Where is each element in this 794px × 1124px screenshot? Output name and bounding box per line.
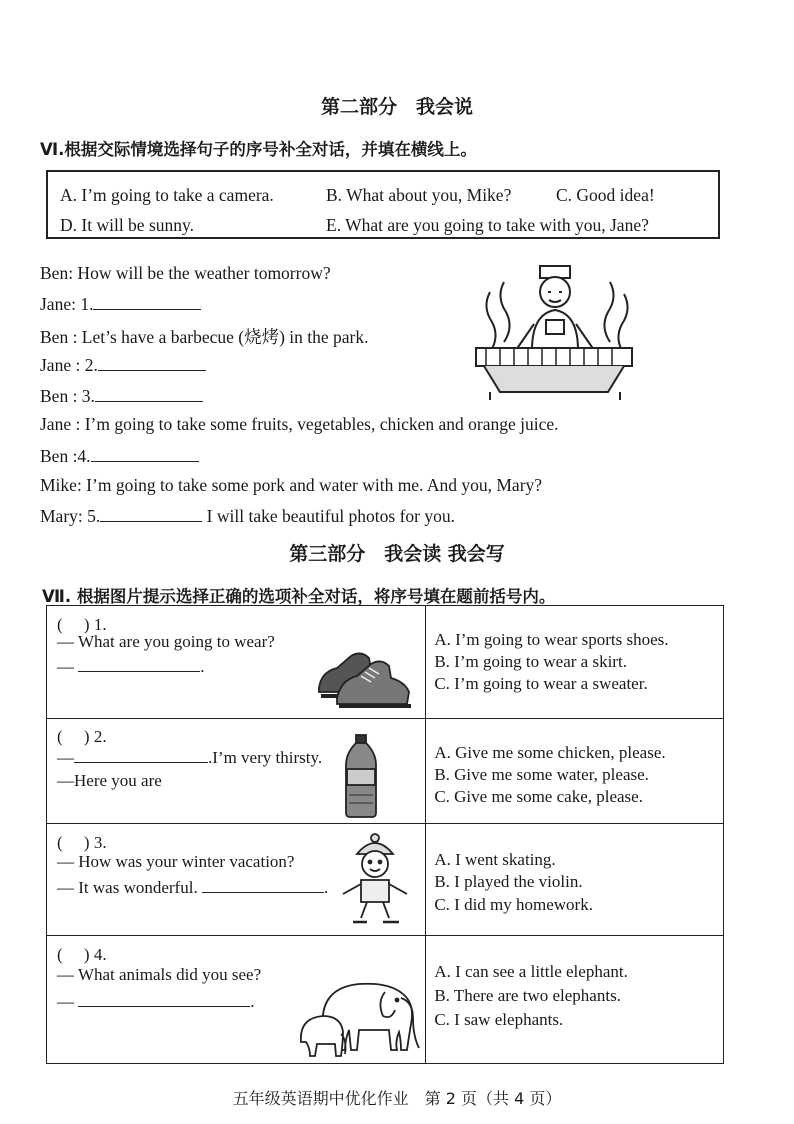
question-cell-4 <box>47 936 426 1064</box>
answer-blank-q1[interactable] <box>78 656 200 672</box>
choice-1b: B. I’m going to wear a skirt. <box>434 652 627 671</box>
choice-1c: C. I’m going to wear a sweater. <box>434 674 648 693</box>
option-a: A. I’m going to take a camera. <box>60 185 274 205</box>
period: . <box>323 878 329 897</box>
dash: — <box>57 748 74 767</box>
choice-2b: B. Give me some water, please. <box>434 765 649 784</box>
dialogue-line-2-text: Jane: 1. <box>40 294 94 314</box>
choices-cell-4 <box>426 936 724 1064</box>
question-number-2[interactable]: ( ) 2. <box>57 727 107 746</box>
answer-blank-3[interactable] <box>95 386 203 402</box>
question-2-text: .I’m very thirsty. <box>208 748 323 767</box>
question-row-4 <box>47 936 724 1064</box>
sneakers-icon <box>315 636 415 711</box>
question-4-line-2 <box>57 991 255 1012</box>
choice-2a: A. Give me some chicken, please. <box>434 743 666 762</box>
answer-blank-1[interactable] <box>93 294 201 310</box>
dash: — <box>57 992 74 1011</box>
dialogue-line-7 <box>40 446 199 467</box>
answer-blank-q2[interactable] <box>74 747 208 763</box>
dialogue-line-2 <box>40 294 201 315</box>
question-4-line-1: — What animals did you see? <box>57 965 262 984</box>
part3-heading: 第三部分 我会读 我会写 <box>289 543 505 565</box>
choices-cell-2 <box>426 719 724 824</box>
question-cell-1 <box>47 606 426 719</box>
period: . <box>200 657 205 676</box>
period: . <box>250 992 255 1011</box>
water-bottle-icon <box>343 733 379 819</box>
option-d: D. It will be sunny. <box>60 215 194 235</box>
choice-4c: C. I saw elephants. <box>434 1010 564 1029</box>
dialogue-line-4-text: Jane : 2. <box>40 355 98 375</box>
question-1-line-2 <box>57 656 205 677</box>
choice-1a: A. I’m going to wear sports shoes. <box>434 630 669 649</box>
question-3-text: — It was wonderful. <box>57 878 198 897</box>
barbecue-man-icon <box>470 252 640 402</box>
question-2-line-1 <box>57 747 322 768</box>
choice-3a: A. I went skating. <box>434 850 556 869</box>
question-number-3[interactable]: ( ) 3. <box>57 833 107 852</box>
dialogue-line-9 <box>40 506 455 527</box>
question-2-line-2: —Here you are <box>57 771 162 790</box>
question-row-3 <box>47 824 724 936</box>
question-row-1 <box>47 606 724 719</box>
page-footer: 五年级英语期中优化作业 第 2 页（共 4 页） <box>232 1089 562 1108</box>
dialogue-line-9-tail: I will take beautiful photos for you. <box>206 506 456 526</box>
dialogue-line-6: Jane : I’m going to take some fruits, vegetables, chicken and orange juice. <box>40 414 559 434</box>
question-row-2 <box>47 719 724 824</box>
question-cell-3 <box>47 824 426 936</box>
choices-cell-1 <box>426 606 724 719</box>
question-cell-2 <box>47 719 426 824</box>
dialogue-line-1: Ben: How will be the weather tomorrow? <box>40 263 331 283</box>
option-b: B. What about you, Mike? <box>326 185 512 205</box>
choice-3c: C. I did my homework. <box>434 895 593 914</box>
option-c: C. Good idea! <box>556 185 655 205</box>
choice-4a: A. I can see a little elephant. <box>434 962 628 981</box>
question-3-line-2 <box>57 877 328 898</box>
skater-kid-icon <box>335 832 415 928</box>
choices-cell-3 <box>426 824 724 936</box>
answer-blank-2[interactable] <box>98 355 206 371</box>
choice-3b: B. I played the violin. <box>434 872 583 891</box>
choice-4b: B. There are two elephants. <box>434 986 621 1005</box>
question-number-4[interactable]: ( ) 4. <box>57 945 107 964</box>
option-e: E. What are you going to take with you, Jane? <box>326 215 649 235</box>
answer-blank-5[interactable] <box>100 506 202 522</box>
dialogue-line-4 <box>40 355 206 376</box>
q6-title: Ⅵ.根据交际情境选择句子的序号补全对话，并填在横线上。 <box>40 140 477 159</box>
dialogue-line-9-text: Mary: 5. <box>40 506 101 526</box>
question-3-line-1: — How was your winter vacation? <box>57 852 295 871</box>
answer-blank-4[interactable] <box>91 446 199 462</box>
q7-title: Ⅶ. 根据图片提示选择正确的选项补全对话，将序号填在题前括号内。 <box>42 587 556 606</box>
dialogue-line-5-text: Ben : 3. <box>40 386 95 406</box>
choice-2c: C. Give me some cake, please. <box>434 787 643 806</box>
part2-heading: 第二部分 我会说 <box>320 96 473 118</box>
dialogue-line-7-text: Ben :4. <box>40 446 91 466</box>
question-1-line-1: — What are you going to wear? <box>57 632 275 651</box>
elephants-icon <box>297 958 422 1058</box>
dialogue-line-8: Mike: I’m going to take some pork and water with me. And you, Mary? <box>40 475 543 495</box>
dialogue-line-3: Ben : Let’s have a barbecue (烧烤) in the park. <box>40 327 369 347</box>
answer-blank-q3[interactable] <box>202 877 324 893</box>
q6-options-box <box>46 170 720 239</box>
dialogue-line-5 <box>40 386 203 407</box>
question-number-1[interactable]: ( ) 1. <box>57 615 107 634</box>
dash: — <box>57 657 74 676</box>
answer-blank-q4[interactable] <box>78 991 250 1007</box>
q7-question-table <box>46 605 724 1064</box>
